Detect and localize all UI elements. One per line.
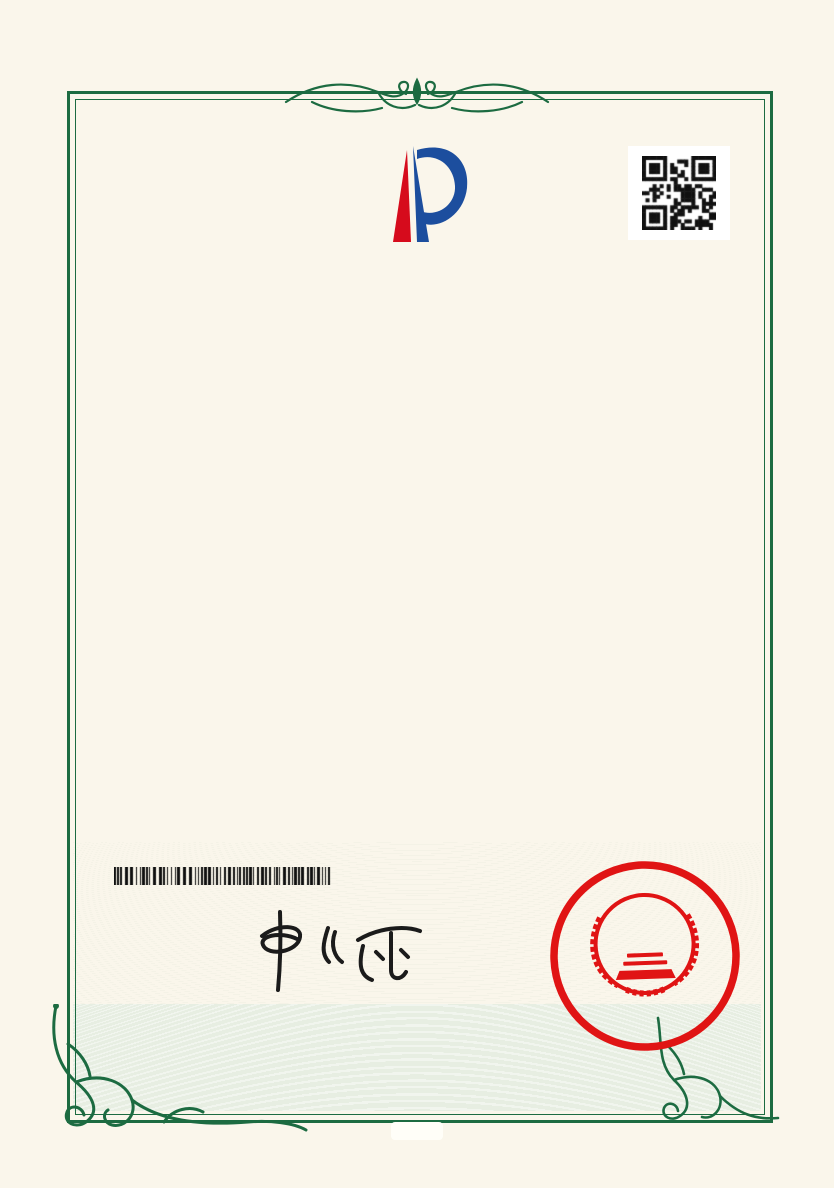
field-list (100, 340, 764, 680)
field-row (100, 389, 764, 416)
field-row (100, 631, 764, 658)
field-row (100, 340, 764, 367)
official-seal (544, 855, 747, 1058)
commissioner-signature-icon (248, 906, 443, 996)
barcode (114, 867, 332, 885)
field-row (100, 583, 764, 610)
cnipa-logo-icon (337, 138, 497, 256)
national-emblem-icon (591, 893, 698, 995)
qr-code-canvas (642, 156, 716, 230)
field-row (100, 437, 764, 464)
qr-code (628, 146, 730, 240)
field-row (100, 486, 764, 513)
continuation-note-box (391, 1122, 443, 1140)
field-pair-secondary (415, 631, 523, 652)
field-row (100, 534, 764, 561)
seal-graphic-icon (544, 855, 747, 1058)
legal-text (100, 684, 750, 690)
